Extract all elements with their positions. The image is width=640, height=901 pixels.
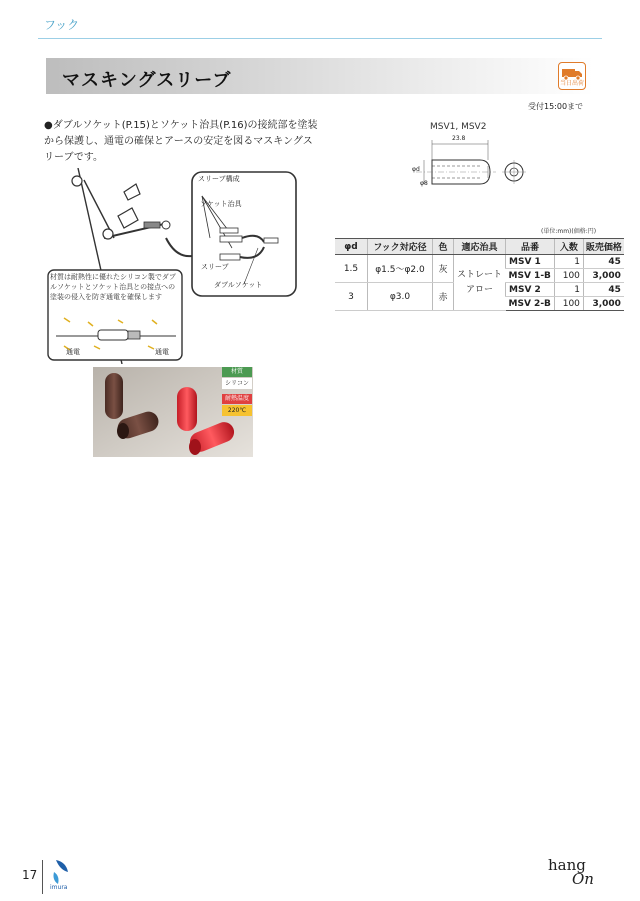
material-value: シリコン bbox=[222, 378, 252, 389]
order-cutoff-note: 受付15:00まで bbox=[528, 102, 584, 111]
cell-qty: 100 bbox=[554, 297, 583, 311]
heat-header: 耐熱温度 bbox=[222, 394, 252, 404]
cell-code: MSV 2-B bbox=[506, 297, 555, 311]
col-jig: 適応治具 bbox=[454, 239, 506, 255]
cell-price: 45 bbox=[583, 255, 624, 269]
cell-range: φ3.0 bbox=[368, 283, 433, 311]
table-header-row bbox=[335, 239, 624, 255]
dim-d: φd bbox=[412, 166, 420, 173]
cell-color: 赤 bbox=[433, 283, 454, 311]
material-note: 材質は耐熱性に優れたシリコン製でダブルソケットとソケット治具との接点への塗装の侵入を防ぎ通電を確保します bbox=[50, 273, 176, 301]
header-rule bbox=[38, 38, 602, 39]
col-qty: 入数 bbox=[554, 239, 583, 255]
table-row bbox=[335, 255, 624, 269]
page-number: 17 bbox=[22, 868, 38, 882]
label-double-socket: ダブルソケット bbox=[214, 281, 263, 289]
cell-price: 3,000 bbox=[583, 297, 624, 311]
jig-line1: ストレート bbox=[457, 269, 503, 280]
brand-on: On bbox=[572, 870, 594, 888]
section-label: フック bbox=[44, 18, 80, 32]
col-color: 色 bbox=[433, 239, 454, 255]
usage-illustration bbox=[44, 168, 300, 364]
unit-note: (単位:mm)(価格:円) bbox=[541, 228, 597, 235]
badge-label: 当日出荷 bbox=[559, 80, 584, 87]
cell-d: 1.5 bbox=[335, 255, 368, 283]
cell-code: MSV 1 bbox=[506, 255, 555, 269]
jig-line2: アロー bbox=[466, 284, 494, 295]
label-sleeve-composition: スリーブ構成 bbox=[198, 175, 240, 183]
col-code: 品番 bbox=[506, 239, 555, 255]
cell-jig bbox=[454, 255, 506, 311]
label-current-right: 通電 bbox=[155, 348, 169, 356]
label-socket-jig: ソケット治具 bbox=[200, 200, 242, 208]
page-title: マスキングスリーブ bbox=[62, 70, 232, 91]
cell-code: MSV 2 bbox=[506, 283, 555, 297]
product-description: ●ダブルソケット(P.15)とソケット治具(P.16)の接続部を塗装から保護し、通電の確保とアースの安定を図るマスキングスリーブです。 bbox=[44, 120, 318, 163]
label-current-left: 通電 bbox=[66, 348, 80, 356]
diagram-label: MSV1, MSV2 bbox=[430, 122, 487, 132]
cell-qty: 100 bbox=[554, 269, 583, 283]
brand-hang: hang bbox=[548, 856, 586, 874]
col-hook-range: フック対応径 bbox=[368, 239, 433, 255]
cell-price: 3,000 bbox=[583, 269, 624, 283]
footer-divider bbox=[42, 860, 43, 894]
heat-value: 220℃ bbox=[222, 405, 252, 416]
dim-8: φ8 bbox=[420, 180, 428, 187]
same-day-shipping-badge bbox=[558, 62, 586, 90]
cell-color: 灰 bbox=[433, 255, 454, 283]
col-d: φd bbox=[335, 239, 368, 255]
material-header: 材質 bbox=[222, 367, 252, 377]
label-sleeve: スリーブ bbox=[201, 263, 229, 271]
cell-range: φ1.5〜φ2.0 bbox=[368, 255, 433, 283]
spec-table bbox=[335, 238, 624, 311]
cell-qty: 1 bbox=[554, 283, 583, 297]
dim-length: 23.8 bbox=[452, 135, 466, 142]
cell-price: 45 bbox=[583, 283, 624, 297]
col-price: 販売価格 bbox=[583, 239, 624, 255]
cell-code: MSV 1-B bbox=[506, 269, 555, 283]
cell-d: 3 bbox=[335, 283, 368, 311]
logo-text: imura bbox=[50, 884, 68, 891]
cell-qty: 1 bbox=[554, 255, 583, 269]
